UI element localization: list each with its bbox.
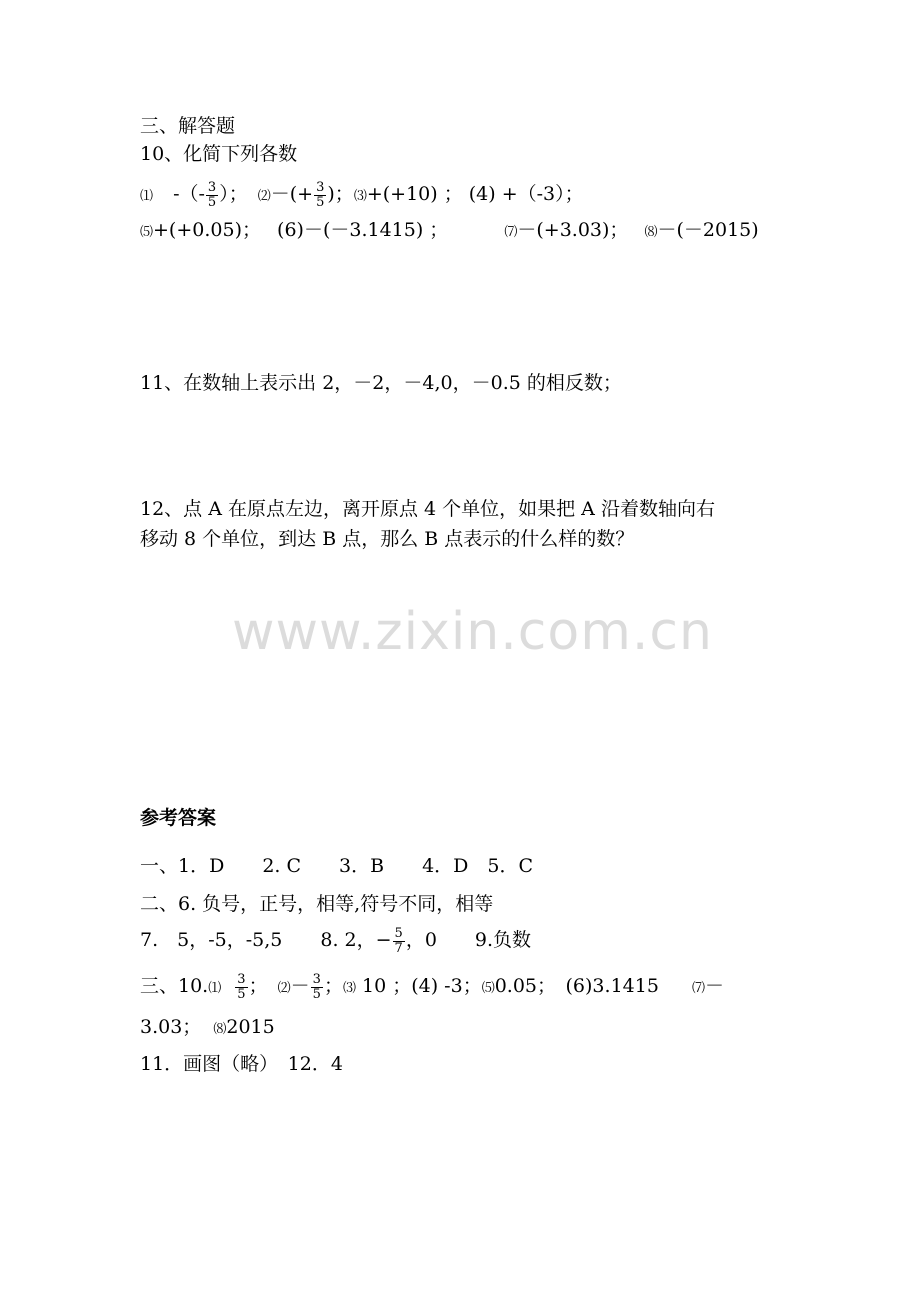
item-number: ⑶	[353, 189, 367, 204]
answer-text: ；	[248, 975, 268, 997]
section-title: 三、解答题	[140, 115, 236, 137]
expression-text: (6)－(－3.1415) ；	[277, 219, 449, 241]
answer-text: 7. 5，-5，-5,5 8. 2，	[140, 929, 376, 951]
fraction	[311, 973, 323, 1002]
expression-text: )；	[327, 183, 354, 205]
answers-section-4: 11．画图（略） 12．4	[140, 1053, 343, 1075]
expression-text: (4) +（-3）；	[468, 183, 584, 205]
fraction	[314, 181, 326, 210]
fraction-numerator: 3	[312, 971, 321, 987]
item-number: ⑶	[342, 981, 356, 996]
answer-text: 2015	[226, 1016, 275, 1038]
answer-text: ，0 9.负数	[405, 929, 532, 951]
question-10-line-2	[140, 218, 759, 245]
expression-text: －(+	[270, 183, 314, 205]
watermark: www.zixin.com.cn	[232, 602, 713, 662]
question-12-line-1: 12、点 A 在原点左边，离开原点 4 个单位，如果把 A 沿着数轴向右	[140, 498, 715, 520]
expression-text: -（-	[173, 183, 205, 205]
question-12-line-2: 移动 8 个单位，到达 B 点，那么 B 点表示的什么样的数？	[140, 528, 635, 550]
answer-text: 10 ；(4) -3；	[362, 975, 482, 997]
item-number: ⑵	[277, 981, 291, 996]
fraction-numerator: 5	[394, 925, 403, 941]
expression-text: +(+10) ；	[366, 183, 463, 205]
question-11: 11、在数轴上表示出 2，－2，－4,0，－0.5 的相反数；	[140, 372, 622, 394]
fraction-denominator: 5	[207, 194, 217, 210]
fraction	[235, 973, 247, 1002]
expression-text: －(+3.03)；	[517, 219, 629, 241]
fraction	[393, 927, 405, 956]
expression-text: －(－2015)	[657, 219, 759, 241]
expression-text: +(+0.05)；	[153, 219, 261, 241]
item-number: ⑴	[140, 189, 154, 204]
fraction-numerator: 3	[316, 179, 325, 195]
minus-sign: −	[375, 929, 392, 951]
answer-text: ；	[323, 975, 343, 997]
answers-section-3-continued	[140, 1015, 275, 1042]
fraction-denominator: 5	[237, 986, 246, 1002]
fraction-denominator: 5	[316, 194, 325, 210]
answer-text: －	[704, 975, 724, 997]
item-number: ⑵	[257, 189, 271, 204]
item-number: ⑻	[644, 225, 658, 240]
question-10-line-1	[140, 174, 584, 214]
expression-text: ）；	[219, 183, 248, 205]
item-number: ⑺	[504, 225, 518, 240]
fraction-numerator: 3	[237, 971, 246, 987]
answer-text: 3.03；	[140, 1016, 202, 1038]
question-10-stem: 10、化简下列各数	[140, 143, 298, 165]
minus-sign: －	[290, 975, 310, 997]
answers-line-7-9	[140, 920, 531, 960]
item-number: ⑺	[691, 981, 705, 996]
fraction-denominator: 7	[394, 940, 403, 956]
item-number: ⑸	[140, 225, 154, 240]
answers-section-1: 一、1．D 2. C 3．B 4．D 5．C	[140, 855, 534, 877]
fraction	[206, 181, 218, 210]
answer-text: 三、10.	[140, 975, 209, 997]
fraction-numerator: 3	[207, 179, 217, 195]
item-number: ⑻	[213, 1022, 227, 1037]
item-number: ⑸	[481, 981, 495, 996]
answers-title: 参考答案	[140, 807, 217, 829]
answers-section-2: 二、6. 负号，正号，相等,符号不同，相等	[140, 893, 494, 915]
fraction-denominator: 5	[312, 986, 321, 1002]
answer-text: 0.05； (6)3.1415	[494, 975, 678, 997]
item-number: ⑴	[208, 981, 222, 996]
answers-section-3	[140, 966, 724, 1006]
